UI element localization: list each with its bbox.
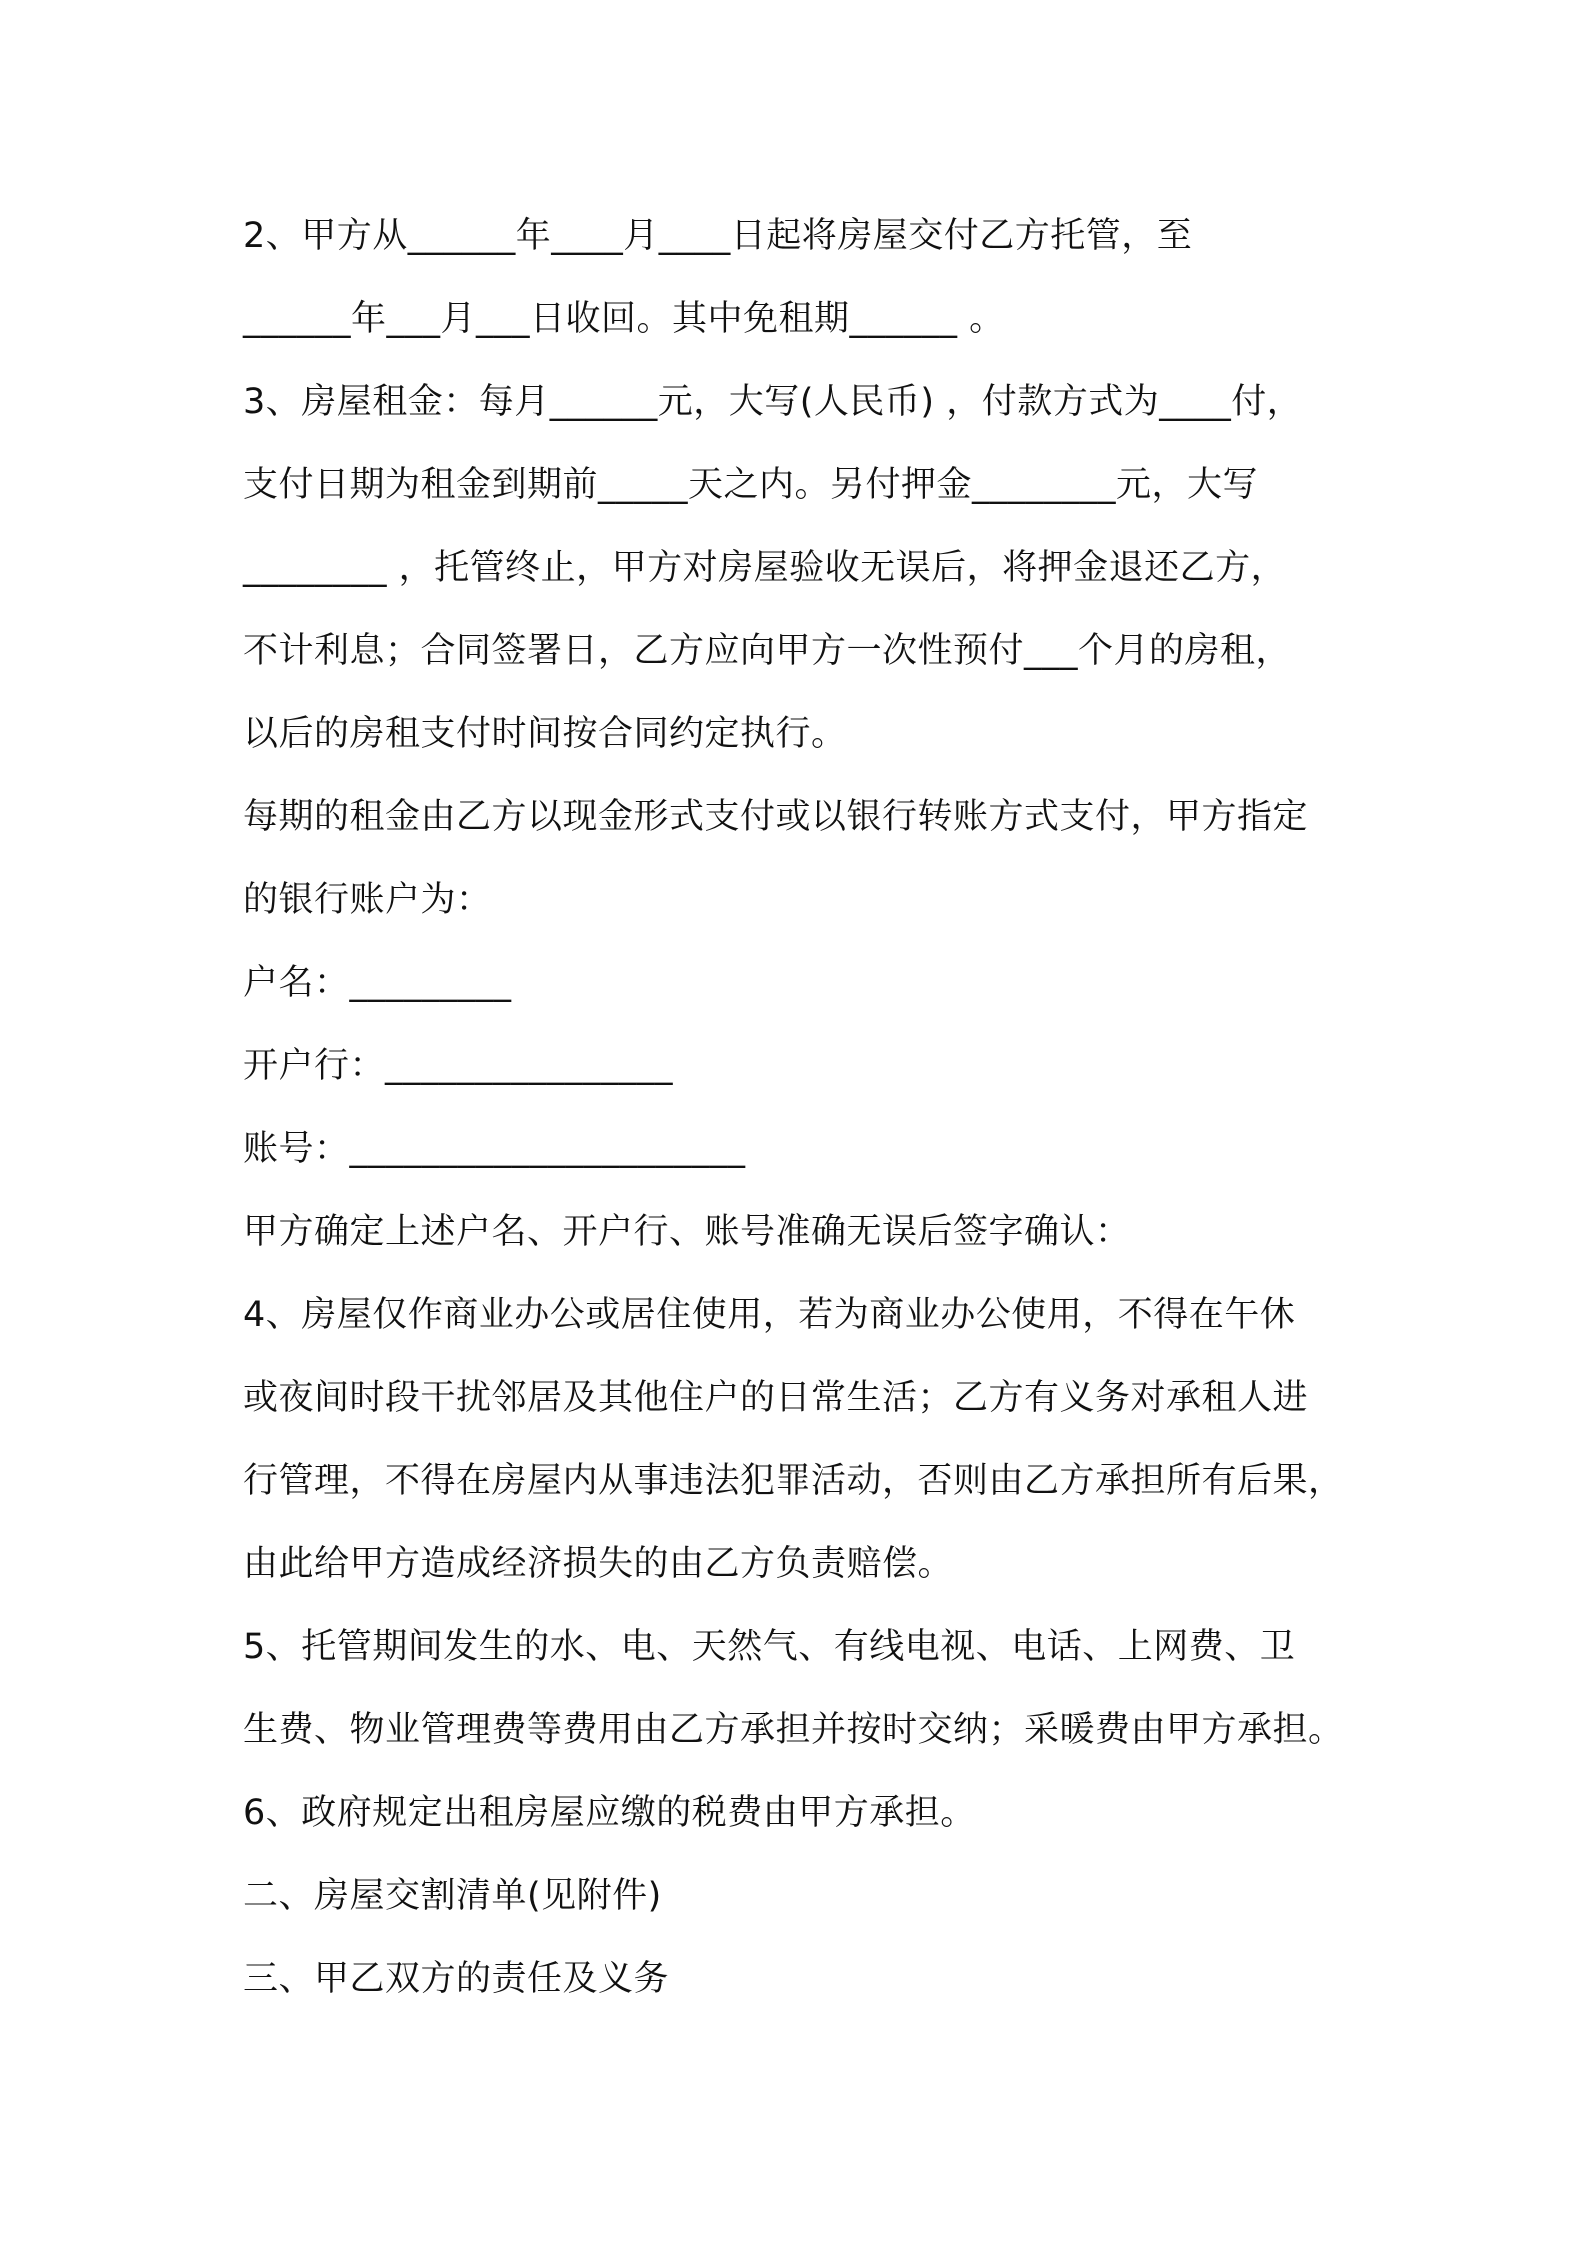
clause-3-line-4: 不计利息；合同签署日，乙方应向甲方一次性预付___个月的房租， — [243, 631, 1292, 671]
clause-4-line-1: 4、房屋仅作商业办公或居住使用，若为商业办公使用，不得在午休 — [243, 1295, 1296, 1335]
clause-4-line-4: 由此给甲方造成经济损失的由乙方负责赔偿。 — [243, 1544, 954, 1584]
clause-3-line-1: 3、房屋租金：每月______元，大写(人民币) ，付款方式为____付， — [243, 382, 1303, 422]
section-3-heading: 三、甲乙双方的责任及义务 — [243, 1959, 670, 1999]
bank-branch-field: 开户行：________________ — [243, 1046, 674, 1086]
clause-3-line-2: 支付日期为租金到期前_____天之内。另付押金________元，大写 — [243, 465, 1259, 505]
clause-5-line-1: 5、托管期间发生的水、电、天然气、有线电视、电话、上网费、卫 — [243, 1627, 1296, 1667]
clause-4-line-3: 行管理，不得在房屋内从事违法犯罪活动，否则由乙方承担所有后果， — [243, 1461, 1344, 1501]
document-body — [243, 195, 1363, 2021]
payment-paragraph-line-1: 每期的租金由乙方以现金形式支付或以银行转账方式支付，甲方指定 — [243, 797, 1309, 837]
payment-paragraph-line-2: 的银行账户为： — [243, 880, 492, 920]
clause-2-line-1: 2、甲方从______年____月____日起将房屋交付乙方托管，至 — [243, 216, 1193, 256]
account-name-field: 户名：_________ — [243, 963, 512, 1003]
clause-3-line-5: 以后的房租支付时间按合同约定执行。 — [243, 714, 847, 754]
clause-6-line: 6、政府规定出租房屋应缴的税费由甲方承担。 — [243, 1793, 976, 1833]
account-number-field: 账号：______________________ — [243, 1129, 746, 1169]
section-2-heading: 二、房屋交割清单(见附件) — [243, 1876, 662, 1916]
clause-3-line-3: ________ ，托管终止，甲方对房屋验收无误后，将押金退还乙方， — [243, 548, 1287, 588]
clause-4-line-2: 或夜间时段干扰邻居及其他住户的日常生活；乙方有义务对承租人进 — [243, 1378, 1309, 1418]
clause-5-line-2: 生费、物业管理费等费用由乙方承担并按时交纳；采暖费由甲方承担。 — [243, 1710, 1344, 1750]
confirmation-line: 甲方确定上述户名、开户行、账号准确无误后签字确认： — [243, 1212, 1131, 1252]
clause-2-line-2: ______年___月___日收回。其中免租期______ 。 — [243, 299, 1005, 339]
